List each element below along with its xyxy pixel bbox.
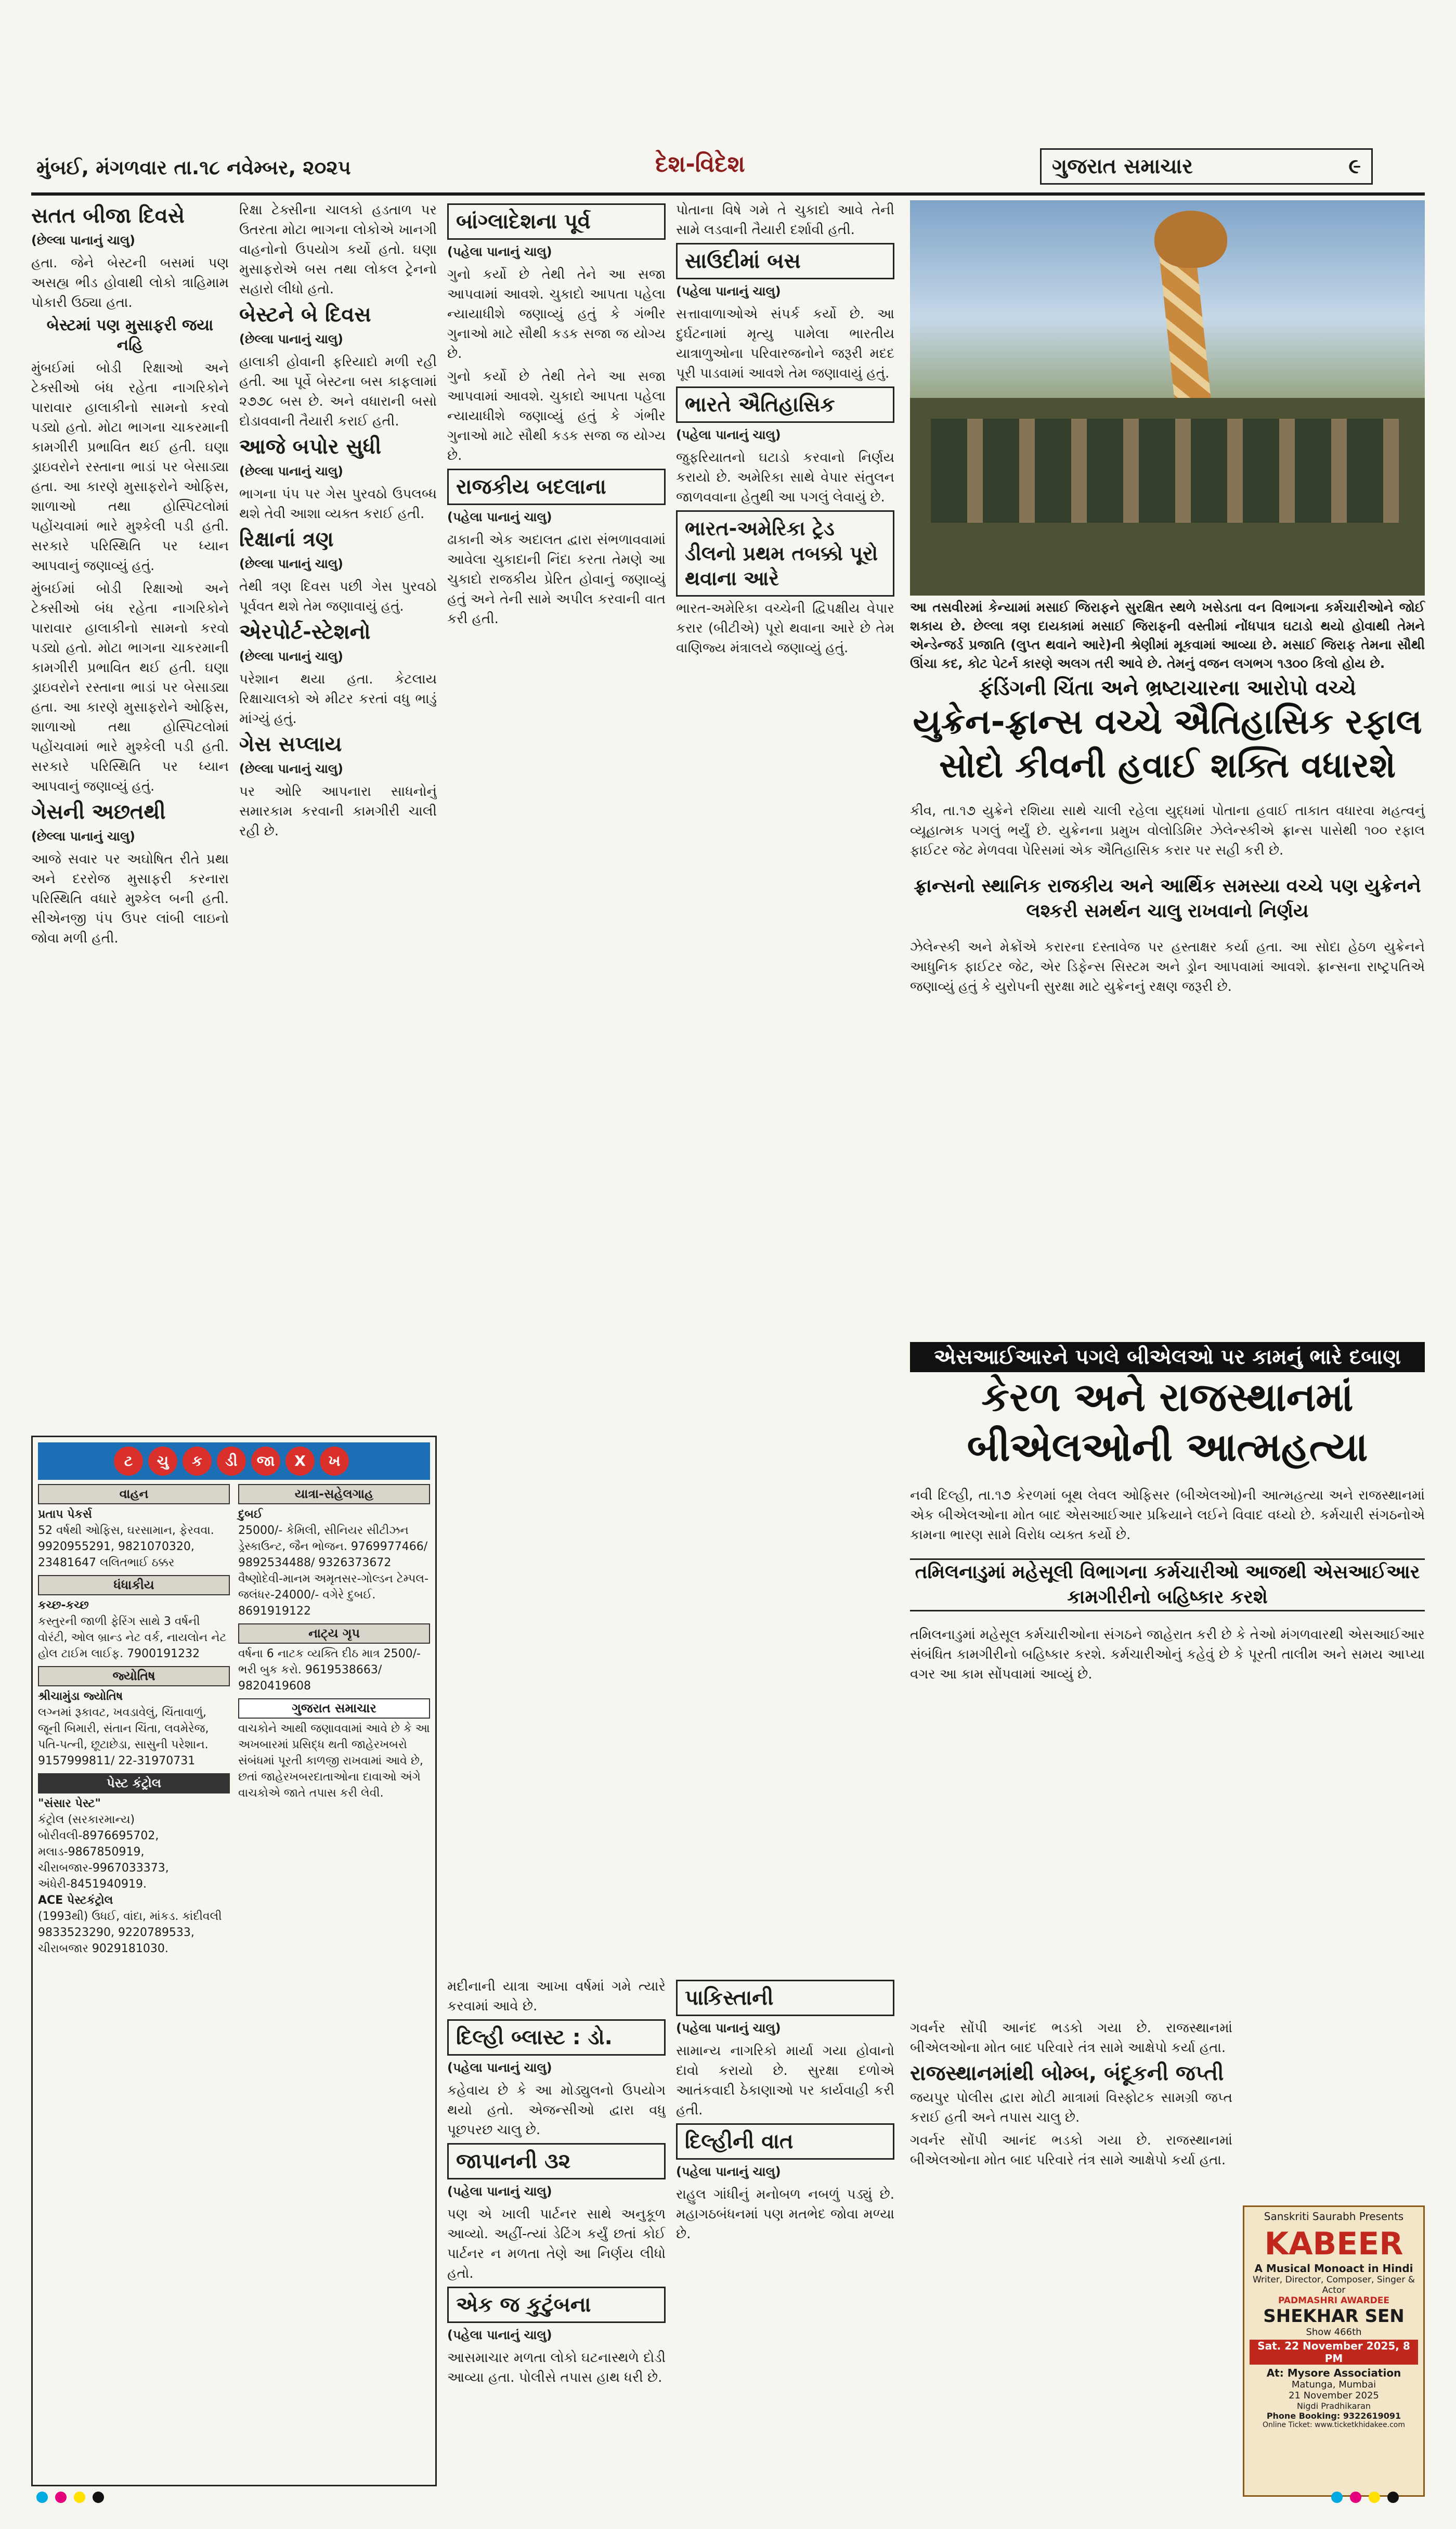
magenta-dot bbox=[1350, 2492, 1361, 2503]
sir-body: નવી દિલ્હી, તા.૧૭ કેરળમાં બૂથ લેવલ ઓફિસર (બીએલઓ)ની આત્મહત્યા અને રાજસ્થાનમાં એક બીએલઓના મોત બાદ એસઆઈઆર પ્રક્રિયાને લઈને વિવાદ વધ્યો છે. કર્મચારી સંગઠનોએ કામના ભારણ સામે વિરોધ વ્યક્ત કર્યો છે. bbox=[910, 1488, 1425, 1543]
story-body: પોતાના વિષે ગમે તે ચુકાદો આવે તેની સામે લડવાની તૈયારી દર્શાવી હતી. bbox=[676, 202, 894, 238]
sir-headline-2: બીએલઓની આત્મહત્યા bbox=[967, 1424, 1368, 1470]
category-label: વાહન bbox=[38, 1484, 230, 1504]
story-title: એક જ કુટુંબના bbox=[447, 2287, 666, 2323]
continuation-label: (છેલ્લા પાનાનું ચાલુ) bbox=[239, 464, 344, 479]
story-body: મદીનાની યાત્રા આખા વર્ષમાં ગમે ત્યારે કરવામાં આવે છે. bbox=[447, 1979, 666, 2014]
section-title: દેશ-વિદેશ bbox=[655, 151, 745, 177]
story-title: બાંગ્લાદેશના પૂર્વ bbox=[447, 203, 666, 240]
column-2 bbox=[239, 200, 437, 1428]
ukraine-kicker: ફંડિંગની ચિંતા અને ભ્રષ્ટાચારના આરોપો વચ્ચે bbox=[979, 676, 1356, 700]
category-label: યાત્રા-સહેલગાહ bbox=[238, 1484, 430, 1504]
ad-text: લગ્નમાં રૂકાવટ, ખવડાવેલું, ચિંતાવાળું, જૂની બિમારી, સંતાન ચિંતા, લવમેરેજ, પતિ-પત્ની, છૂટાછેડા, સાસુની પરેશાન. 9157999811/ 22-31970731 bbox=[38, 1706, 209, 1767]
ukraine-headline-1: યુક્રેન-ફ્રાન્સ વચ્ચે ઐતિહાસિક રફાલ bbox=[913, 702, 1422, 742]
sir-subhead: તમિલનાડુમાં મહેસૂલી વિભાગના કર્મચારીઓ આજથી એસઆઈઆર કામગીરીનો બહિષ્કાર કરશે bbox=[910, 1558, 1425, 1611]
banner-letter: X bbox=[285, 1447, 315, 1476]
ad-text: 25000/- કેમિલી, સીનિયર સીટીઝન ડ્રેસ્કાઉન્ટ, જૈન ભોજન. 9769977466/ 9892534488/ 9326373672 bbox=[238, 1524, 428, 1569]
category-label: જ્યોતિષ bbox=[38, 1666, 230, 1686]
ukraine-body-2: ઝેલેન્સ્કી અને મેક્રોંએ કરારના દસ્તાવેજ પર હસ્તાક્ષર કર્યા હતા. આ સોદા હેઠળ યુક્રેનને આધુનિક ફાઈટર જેટ, એર ડિફેન્સ સિસ્ટમ અને ડ્રોન આપવામાં આવશે. ફ્રાન્સના રાષ્ટ્રપતિએ જણાવ્યું હતું કે યુરોપની સુરક્ષા માટે યુક્રેનનું રક્ષણ જરૂરી છે. bbox=[910, 939, 1425, 995]
brand-name: ગુજરાત સમાચાર bbox=[1052, 154, 1193, 178]
continuation-label: (પહેલા પાનાનું ચાલુ) bbox=[676, 428, 781, 442]
page-number: ૯ bbox=[1348, 154, 1361, 178]
story-body: કહેવાય છે કે આ મોડ્યુલનો ઉપયોગ થયો હતો. એજન્સીઓ દ્વારા વધુ પૂછપરછ ચાલુ છે. bbox=[447, 2083, 666, 2138]
story-body: મુંબઈમાં બોડી રિક્ષાઓ અને ટેક્સીઓ બંધ રહેતા નાગરિકોને પારાવાર હાલાકીનો સામનો કરવો પડ્યો હતો. મોટા ભાગના ચાકરમાની કામગીરી પ્રભાવિત થઈ હતી. ઘણા ડ્રાઇવરોને રસ્તાના ભાડાં પર બેસાડ્યા હતા. આ કારણે મુસાફરોને ઓફિસ, શાળાઓ તથા હોસ્પિટલોમાં પહોંચવામાં ભારે મુશ્કેલી પડી હતી. સરકારે પરિસ્થિતિ પર ધ્યાન આપવાનું જણાવ્યું હતું. bbox=[31, 360, 229, 574]
story-body: ગુનો કર્યો છે તેથી તેને આ સજા આપવામાં આવશે. ચુકાદો આપતા પહેલા ન્યાયાધીશે જણાવ્યું હતું કે ગંભીર ગુનાઓ માટે સૌથી કડક સજા જ યોગ્ય છે. bbox=[447, 267, 666, 362]
magenta-dot bbox=[55, 2492, 67, 2503]
story-body: પર ઓરિ આપનારા સાધનોનું સમારકામ કરવાની કામગીરી ચાલી રહી છે. bbox=[239, 784, 437, 839]
continuation-label: (છેલ્લા પાનાનું ચાલુ) bbox=[239, 762, 344, 776]
ad-extra: Nigdi Pradhikaran bbox=[1296, 2401, 1371, 2411]
ad-text: વૈષ્ણોદેવી-માનમ અમૃતસર-ગોલ્ડન ટેમ્પલ-જલંધર-24000/- વગેરે દુબઈ. 8691919122 bbox=[238, 1572, 428, 1618]
sir-body-2: તમિલનાડુમાં મહેસૂલ કર્મચારીઓના સંગઠને જાહેરાત કરી છે કે તેઓ મંગળવારથી એસઆઈઆર સંબંધિત કામગીરીનો બહિષ્કાર કરશે. કર્મચારીઓનું કહેવું છે કે પૂરતી તાલીમ અને સમય આપ્યા વગર આ કામ સોંપવામાં આવ્યું છે. bbox=[910, 1627, 1425, 1682]
story-body: આસમાચાર મળતા લોકો ઘટનાસ્થળે દોડી આવ્યા હતા. પોલીસે તપાસ હાથ ધરી છે. bbox=[447, 2350, 666, 2385]
continuation-label: (પહેલા પાનાનું ચાલુ) bbox=[447, 2328, 552, 2342]
ad-award: PADMASHRI AWARDEE bbox=[1278, 2295, 1389, 2306]
column-5b bbox=[447, 1977, 666, 2497]
story-body: પણ એ ખાલી પાર્ટનર સાથે અનુકૂળ આવ્યો. અહીં-ત્યાં ડેટિંગ કર્યું છતાં કોઈ પાર્ટનર ન મળતા તેણે આ નિર્ણય લીધો હતો. bbox=[447, 2207, 666, 2281]
story-body: રાહુલ ગાંધીનું મનોબળ નબળું પડ્યું છે. મહાગઠબંધનમાં પણ મતભેદ જોવા મળ્યા છે. bbox=[676, 2187, 894, 2242]
rajasthan-story bbox=[910, 2018, 1232, 2486]
continuation-label: (પહેલા પાનાનું ચાલુ) bbox=[676, 284, 781, 299]
continuation-label: (છેલ્લા પાનાનું ચાલુ) bbox=[239, 557, 344, 571]
story-title: આજે બપોર સુધી bbox=[239, 435, 382, 459]
story-title: જાપાનની ૩૨ bbox=[447, 2143, 666, 2179]
continuation-label: (પહેલા પાનાનું ચાલુ) bbox=[447, 510, 552, 524]
registration-marks bbox=[1331, 2492, 1399, 2507]
classifieds bbox=[31, 1436, 437, 2486]
continuation-label: (છેલ્લા પાનાનું ચાલુ) bbox=[31, 829, 136, 844]
continuation-label: (પહેલા પાનાનું ચાલુ) bbox=[447, 2184, 552, 2199]
ad-performer: SHEKHAR SEN bbox=[1263, 2306, 1405, 2327]
story-body: જુફરિયાતનો ઘટાડો કરવાનો નિર્ણય કરાયો છે. અમેરિકા સાથે વેપાર સંતુલન જાળવવાના હેતુથી આ પગલું લેવાયું છે. bbox=[676, 450, 894, 505]
ukraine-story bbox=[910, 676, 1425, 1010]
continuation-label: (છેલ્લા પાનાનું ચાલુ) bbox=[239, 332, 344, 346]
column-4 bbox=[676, 200, 894, 1969]
ad-title: ACE પેસ્ટકંટ્રોલ bbox=[38, 1894, 113, 1907]
story-body: મુંબઈમાં બોડી રિક્ષાઓ અને ટેક્સીઓ બંધ રહેતા નાગરિકોને પારાવાર હાલાકીનો સામનો કરવો પડ્યો હતો. મોટા ભાગના ચાકરમાની કામગીરી પ્રભાવિત થઈ હતી. ઘણા ડ્રાઇવરોને રસ્તાના ભાડાં પર બેસાડ્યા હતા. આ કારણે મુસાફરોને ઓફિસ, શાળાઓ તથા હોસ્પિટલોમાં પહોંચવામાં ભારે મુશ્કેલી પડી હતી. સરકારે પરિસ્થિતિ પર ધ્યાન આપવાનું જણાવ્યું હતું. bbox=[31, 581, 229, 794]
story-title: બેસ્ટને બે દિવસ bbox=[239, 303, 371, 327]
story-title: રાજસ્થાનમાંથી બોમ્બ, બંદૂકની જપ્તી bbox=[910, 2061, 1224, 2085]
ad-booking: Phone Booking: 9322619091 bbox=[1266, 2411, 1401, 2421]
sir-kicker: એસઆઈઆરને પગલે બીએલઓ પર કામનું ભારે દબાણ bbox=[910, 1342, 1425, 1372]
giraffe-photo bbox=[910, 200, 1425, 596]
kabeer-ad bbox=[1243, 2205, 1425, 2497]
ad-title: KABEER bbox=[1264, 2226, 1403, 2262]
banner-letter: ટ bbox=[114, 1447, 143, 1476]
story-title: ભારત-અમેરિકા ટ્રેડ ડીલનો પ્રથમ તબક્કો પૂરો થવાના આરે bbox=[676, 510, 894, 597]
story-body: ગવર્નર સોંપી આનંદ ભડકો ગયા છે. રાજસ્થાનમાં બીએલઓના મોત બાદ પરિવારે તંત્ર સામે આક્ષેપો કર્યા હતા. bbox=[910, 2133, 1232, 2168]
classified-col-left bbox=[38, 1480, 230, 1957]
story-body: સામાન્ય નાગરિકો માર્યા ગયા હોવાનો દાવો કરાયો છે. સુરક્ષા દળોએ આતંકવાદી ઠેકાણાઓ પર કાર્યવાહી કરી હતી. bbox=[676, 2043, 894, 2118]
workers-shape bbox=[931, 419, 1399, 523]
story-title: ગેસની અછતથી bbox=[31, 800, 166, 824]
ad-title: શ્રીચામુંડા જ્યોતિષ bbox=[38, 1690, 123, 1703]
story-title: રિક્ષાનાં ત્રણ bbox=[239, 527, 334, 551]
story-body: ગુનો કર્યો છે તેથી તેને આ સજા આપવામાં આવશે. ચુકાદો આપતા પહેલા ન્યાયાધીશે જણાવ્યું હતું કે ગંભીર ગુનાઓ માટે સૌથી કડક સજા જ યોગ્ય છે. bbox=[447, 369, 666, 463]
ad-text: (1993થી) ઉધઈ, વાંદા, માંકડ. કાંદીવલી 9833523290, 9220789533, ચીરાબજાર 9029181030. bbox=[38, 1910, 222, 1955]
story-body: ઢાકાની એક અદાલત દ્વારા સંભળાવવામાં આવેલા ચુકાદાની નિંદા કરતા તેમણે આ ચુકાદો રાજકીય પ્રેરિત હોવાનું જણાવ્યું હતું અને તેની સામે અપીલ કરવાની વાત કરી હતી. bbox=[447, 532, 666, 627]
banner-letter: ચુ bbox=[148, 1447, 177, 1476]
ukraine-body: કીવ, તા.૧૭ યુક્રેને રશિયા સાથે ચાલી રહેલા યુદ્ધમાં પોતાના હવાઈ તાકાત વધારવા મહત્વનું વ્યૂહાત્મક પગલું ભર્યું છે. યુક્રેનના પ્રમુખ વોલોડિમિર ઝેલેન્સ્કીએ ફ્રાન્સ પાસેથી ૧૦૦ રફાલ ફાઈટર જેટ મેળવવા પેરિસમાં એક ઐતિહાસિક કરાર પર સહી કરી છે. bbox=[910, 803, 1425, 858]
ad-online: Online Ticket: www.ticketkhidakee.com bbox=[1262, 2421, 1406, 2429]
header-rule bbox=[31, 192, 1425, 196]
ad-venue: At: Mysore Association bbox=[1266, 2367, 1401, 2379]
classified-col-right bbox=[238, 1480, 430, 1957]
story-body: આજે સવાર પર અઘોષિત રીતે પ્રથા અને દરરોજ મુસાફરી કરનારા પરિસ્થિતિ વધારે મુશ્કેલ બની હતી. સીએનજી પંપ ઉપર લાંબી લાઇનો જોવા મળી હતી. bbox=[31, 851, 229, 946]
story-title: ગેસ સપ્લાય bbox=[239, 732, 342, 756]
banner-letter: ક bbox=[183, 1447, 212, 1476]
ad-title: દુબઈ bbox=[238, 1508, 263, 1521]
story-body: પરેશાન થયા હતા. કેટલાય રિક્ષાચાલકો એ મીટર કરતાં વધુ ભાડું માંગ્યું હતું. bbox=[239, 672, 437, 727]
story-body: સત્તાવાળાઓએ સંપર્ક કર્યો છે. આ દુર્ઘટનામાં મૃત્યુ પામેલા ભારતીય યાત્રાળુઓના પરિવારજનોને જરૂરી મદદ પૂરી પાડવામાં આવશે તેમ જણાવાયું હતું. bbox=[676, 306, 894, 381]
story-title: સતત બીજા દિવસે bbox=[31, 204, 185, 228]
story-body: હાલાકી હોવાની ફરિયાદો મળી રહી હતી. આ પૂર્વે બેસ્ટના બસ કાફલામાં ૨૭૭૮ બસ છે. અને વધારાની બસો દોડાવવાની તૈયારી કરાઈ હતી. bbox=[239, 354, 437, 429]
column-1 bbox=[31, 200, 229, 1428]
ad-venue-2: Matunga, Mumbai bbox=[1291, 2379, 1376, 2390]
story-subhead: બેસ્ટમાં પણ મુસાફરી જયા નહિ bbox=[46, 316, 214, 354]
category-label: નાટ્ય ગૃપ bbox=[238, 1623, 430, 1644]
sir-story bbox=[910, 1342, 1425, 1698]
continuation-label: (છેલ્લા પાનાનું ચાલુ) bbox=[31, 233, 136, 248]
story-title: રાજકીય બદલાના bbox=[447, 469, 666, 505]
continuation-label: (પહેલા પાનાનું ચાલુ) bbox=[447, 2060, 552, 2075]
story-body: ભાગના પંપ પર ગેસ પુરવઠો ઉપલબ્ધ થશે તેવી આશા વ્યક્ત કરાઈ હતી. bbox=[239, 486, 437, 522]
ad-text: કસ્તુરની જાળી ફેરિંગ સાથે 3 વર્ષની વોરંટી, ઓલ બ્રાન્ડ નેટ વર્ક, નાયલોન નેટ હોલ ટાઈમ લાઈફ. 7900191232 bbox=[38, 1615, 227, 1660]
photo-caption: આ તસવીરમાં કેન્યામાં મસાઈ જિરાફને સુરક્ષિત સ્થળે ખસેડતા વન વિભાગના કર્મચારીઓને જોઈ શકાય છે. છેલ્લા ત્રણ દાયકામાં મસાઈ જિરાફની વસ્તીમાં નોંધપાત્ર ઘટાડો થયો હોવાથી તેમને એન્ડેન્જર્ડ પ્રજાતિ (લુપ્ત થવાને આરે)ની શ્રેણીમાં મૂકવામાં આવ્યા છે. મસાઈ જિરાફ તેમના સૌથી ઊંચા કદ, કોટ પેટર્ન કારણે અલગ તરી આવે છે. તેમનું વજન લગભગ ૧૩૦૦ કિલો હોય છે. bbox=[910, 600, 1425, 671]
story-body: જયપુર પોલીસ દ્વારા મોટી માત્રામાં વિસ્ફોટક સામગ્રી જપ્ત કરાઈ હતી અને તપાસ ચાલુ છે. bbox=[910, 2090, 1232, 2125]
notice-text: વાચકોને આથી જણાવવામાં આવે છે કે આ અખબારમાં પ્રસિદ્ધ થતી જાહેરખબરો સંબંધમાં પૂરતી કાળજી રાખવામાં આવે છે, છતાં જાહેરખબરદાતાઓના દાવાઓ અંગે વાચકોએ જાતે તપાસ કરી લેવી. bbox=[238, 1722, 430, 1800]
story-title: પાકિસ્તાની bbox=[676, 1980, 894, 2016]
continuation-label: (પહેલા પાનાનું ચાલુ) bbox=[676, 2021, 781, 2035]
continuation-label: (પહેલા પાનાનું ચાલુ) bbox=[676, 2164, 781, 2179]
ad-subtitle: A Musical Monoact in Hindi bbox=[1254, 2262, 1413, 2275]
ad-text: 52 વર્ષથી ઓફિસ, ઘરસામાન, ફેરવવા. 9920955291, 9821070320, 23481647 લલિતભાઈ ઠક્કર bbox=[38, 1524, 214, 1569]
date-line: મુંબઈ, મંગળવાર તા.૧૮ નવેમ્બર, ૨૦૨૫ bbox=[36, 156, 351, 179]
ad-date: Sat. 22 November 2025, 8 PM bbox=[1250, 2340, 1418, 2365]
category-label: ધંધાકીય bbox=[38, 1575, 230, 1595]
yellow-dot bbox=[1369, 2492, 1380, 2503]
ad-text: કંટ્રોલ (સરકારમાન્ય) બોરીવલી-8976695702, મલાડ-9867850919, ચીરાબજાર-9967033373, અંધેરી-8451940919. bbox=[38, 1813, 169, 1891]
ukraine-subhead: ફ્રાન્સનો સ્થાનિક રાજકીય અને આર્થિક સમસ્યા વચ્ચે પણ યુક્રેનને લશ્કરી સમર્થન ચાલુ રાખવાનો નિર્ણય bbox=[914, 875, 1421, 922]
story-title: ભારતે ઐતિહાસિક bbox=[676, 386, 894, 423]
black-dot bbox=[1387, 2492, 1399, 2503]
story-body: હતા. જેને બેસ્ટની બસમાં પણ અસહ્ય ભીડ હોવાથી લોકો ત્રાહિમામ પોકારી ઉઠ્યા હતા. bbox=[31, 255, 229, 311]
banner-letter: ડી bbox=[217, 1447, 246, 1476]
brand-box bbox=[1040, 148, 1373, 185]
cyan-dot bbox=[36, 2492, 48, 2503]
continuation-label: (છેલ્લા પાનાનું ચાલુ) bbox=[239, 649, 344, 664]
story-body: ભારત-અમેરિકા વચ્ચેની દ્વિપક્ષીય વેપાર કરાર (બીટીએ) પૂરો થવાના આરે છે તેમ વાણિજ્ય મંત્રાલયે જણાવ્યું હતું. bbox=[676, 601, 894, 656]
story-title: એરપોર્ટ-સ્ટેશનો bbox=[239, 620, 371, 644]
ad-date-2: 21 November 2025 bbox=[1289, 2390, 1379, 2401]
story-title: દિલ્હીની વાત bbox=[676, 2123, 894, 2160]
column-3 bbox=[447, 200, 666, 1969]
story-title: દિલ્હી બ્લાસ્ટ : ડો. bbox=[447, 2019, 666, 2056]
black-dot bbox=[93, 2492, 104, 2503]
ad-credits: Writer, Director, Composer, Singer & Actor bbox=[1252, 2275, 1415, 2295]
banner-letter: જા bbox=[251, 1447, 280, 1476]
category-label: પેસ્ટ કંટ્રોલ bbox=[38, 1773, 230, 1793]
banner-letter: ખ bbox=[320, 1447, 349, 1476]
ad-title: પ્રતાપ પેકર્સ bbox=[38, 1508, 92, 1521]
story-body: તેથી ત્રણ દિવસ પછી ગેસ પુરવઠો પૂર્વવત થશે તેમ જણાવાયું હતું. bbox=[239, 579, 437, 614]
cyan-dot bbox=[1331, 2492, 1343, 2503]
story-body: રિક્ષા ટેક્સીના ચાલકો હડતાળ પર ઉતરતા મોટા ભાગના લોકોએ ખાનગી વાહનોનો ઉપયોગ કર્યો હતો. ઘણા મુસાફરોએ બસ તથા લોકલ ટ્રેનનો સહારો લીધો હતો. bbox=[239, 202, 437, 297]
registration-marks bbox=[36, 2492, 104, 2507]
ad-text: વર્ષના 6 નાટક વ્યક્તિ દીઠ માત્ર 2500/- ભરી બુક કરો. 9619538663/ 9820419608 bbox=[238, 1647, 421, 1693]
notice-brand: ગુજરાત સમાચાર bbox=[238, 1698, 430, 1719]
column-5 bbox=[676, 1977, 894, 2497]
ad-presenter: Sanskriti Saurabh Presents bbox=[1264, 2210, 1404, 2223]
story-title: સાઉદીમાં બસ bbox=[676, 243, 894, 279]
sir-headline-1: કેરળ અને રાજસ્થાનમાં bbox=[981, 1374, 1354, 1420]
classified-banner bbox=[38, 1442, 430, 1480]
ad-title: કચ્છ-કચ્છ bbox=[38, 1599, 89, 1612]
ad-title: "સંસાર પેસ્ટ" bbox=[38, 1797, 101, 1810]
giraffe-head-shape bbox=[1154, 211, 1227, 268]
ad-show-count: Show 466th bbox=[1306, 2327, 1362, 2338]
ukraine-headline-2: સોદો કીવની હવાઈ શક્તિ વધારશે bbox=[939, 745, 1396, 785]
story-body: ગવર્નર સોંપી આનંદ ભડકો ગયા છે. રાજસ્થાનમાં બીએલઓના મોત બાદ પરિવારે તંત્ર સામે આક્ષેપો કર્યા હતા. bbox=[910, 2020, 1232, 2056]
continuation-label: (પહેલા પાનાનું ચાલુ) bbox=[447, 244, 552, 259]
yellow-dot bbox=[74, 2492, 85, 2503]
